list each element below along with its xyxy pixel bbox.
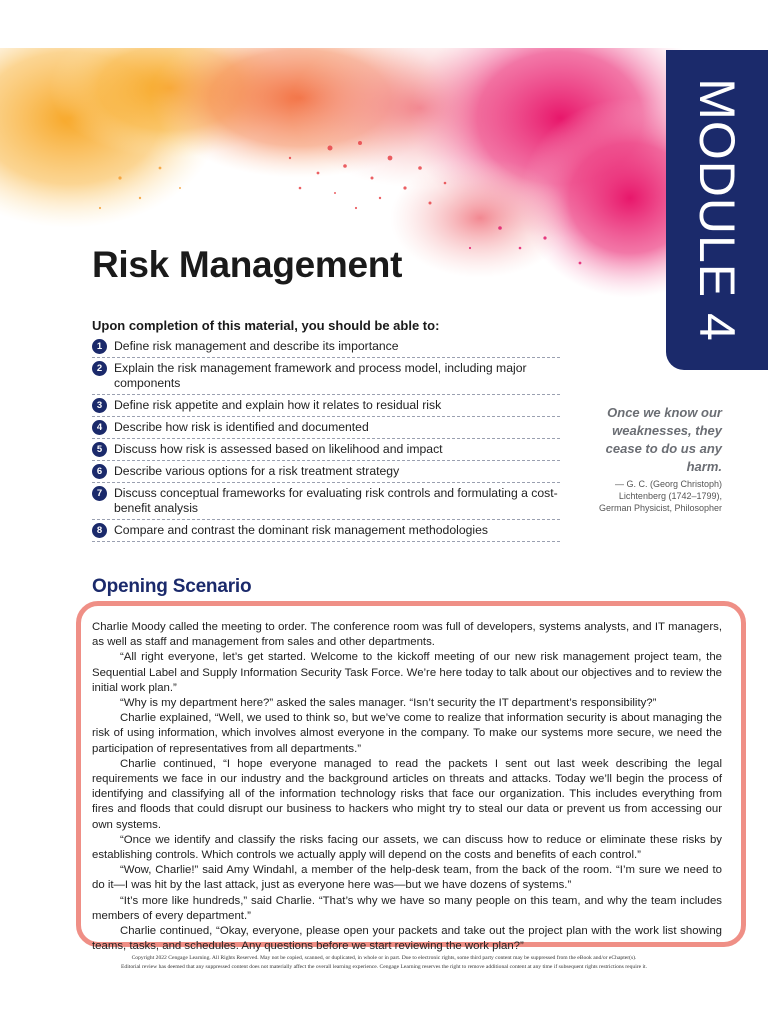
objective-number: 8 (92, 523, 107, 538)
objective-item (92, 336, 560, 358)
scenario-paragraph: “It’s more like hundreds,” said Charlie. “That’s why we have so many people on this team, and why the team includes members of every department.” (92, 894, 722, 922)
copyright-notice (60, 954, 708, 972)
scenario-paragraph: Charlie continued, “I hope everyone managed to read the packets I sent out last week describing the legal requirements we face in our industry and the background articles on threats and attacks. Today we’ll begin the process of identifying and classifying all of the information technology risks that face our organization. This includes everything from fires and floods that could disrupt our business to hackers who might try to steal our data or prevent us from accessing our own systems. (92, 757, 722, 831)
objective-text: Explain the risk management framework and process model, including major components (114, 361, 527, 390)
scenario-paragraph: “All right everyone, let’s get started. Welcome to the kickoff meeting of our new risk management project team, the Sequential Label and Supply Information Security Task Force. We’re here today to talk about our objectives and to review the initial work plan.” (92, 651, 722, 694)
objectives-heading: Upon completion of this material, you should be able to: (92, 318, 440, 333)
scenario-paragraph: “Why is my department here?” asked the sales manager. “Isn’t security the IT department’s responsibility?” (120, 697, 657, 710)
objective-item (92, 395, 560, 417)
objective-item (92, 520, 560, 542)
objective-number: 4 (92, 420, 107, 435)
objective-number: 5 (92, 442, 107, 457)
copyright-line: Copyright 2022 Cengage Learning. All Rights Reserved. May not be copied, scanned, or duplicated, in whole or in part. Due to electronic rights, some third party content may be suppressed from the eBook and/or eChapter(s). (131, 955, 637, 961)
scenario-paragraph: Charlie Moody called the meeting to order. The conference room was full of developers, systems analysts, and IT managers, as well as staff and management from sales and other departments. (92, 621, 722, 649)
page-title: Risk Management (92, 244, 403, 285)
objective-text: Compare and contrast the dominant risk management methodologies (114, 523, 488, 537)
attribution-line: German Physicist, Philosopher (598, 503, 722, 513)
objective-text: Discuss how risk is assessed based on likelihood and impact (114, 442, 443, 456)
scenario-heading: Opening Scenario (92, 576, 252, 597)
objectives-list (92, 336, 560, 542)
scenario-text (92, 620, 722, 954)
objective-number: 6 (92, 464, 107, 479)
epigraph-attribution (580, 478, 722, 514)
objective-item (92, 483, 560, 520)
scenario-paragraph: Charlie continued, “Okay, everyone, please open your packets and take out the project plan with the work list showing teams, tasks, and schedules. Any questions before we start reviewing the work plan?” (92, 925, 722, 953)
attribution-line: Lichtenberg (1742–1799), (618, 491, 722, 501)
scenario-paragraph: “Wow, Charlie!” said Amy Windahl, a member of the help-desk team, from the back of the room. “I’m sure we need to do it—I was hit by the last attack, just as everyone here was—but we have dozens of systems.” (92, 864, 722, 892)
objective-text: Discuss conceptual frameworks for evaluating risk controls and formulating a cost-benefit analysis (114, 486, 558, 515)
module-label: MODULE 4 (689, 78, 745, 342)
objective-item (92, 461, 560, 483)
objective-item (92, 417, 560, 439)
objective-item (92, 358, 560, 395)
scenario-paragraph: Charlie explained, “Well, we used to think so, but we’ve come to realize that information security is about managing the risk of using information, which involves almost everyone in the company. To make our systems more secure, we need the participation of representatives from all departments.” (92, 712, 722, 755)
objective-number: 3 (92, 398, 107, 413)
objective-text: Describe various options for a risk treatment strategy (114, 464, 400, 478)
epigraph-quote: Once we know our weaknesses, they cease to do us any harm. (605, 405, 722, 474)
objective-number: 7 (92, 486, 107, 501)
objective-text: Define risk appetite and explain how it relates to residual risk (114, 398, 442, 412)
objective-text: Describe how risk is identified and documented (114, 420, 369, 434)
objective-number: 1 (92, 339, 107, 354)
scenario-paragraph: “Once we identify and classify the risks facing our assets, we can discuss how to reduce or eliminate these risks by establishing controls. Which controls we actually apply will depend on the costs and benefits of each control.” (92, 833, 722, 862)
attribution-line: — G. C. (Georg Christoph) (614, 479, 722, 489)
objective-number: 2 (92, 361, 107, 376)
copyright-line: Editorial review has deemed that any suppressed content does not materially affect the overall learning experience. Cengage Learning reserves the right to remove additional content at any time if subsequent rights restrictions require it. (121, 964, 647, 970)
objective-text: Define risk management and describe its importance (114, 339, 399, 353)
objective-item (92, 439, 560, 461)
